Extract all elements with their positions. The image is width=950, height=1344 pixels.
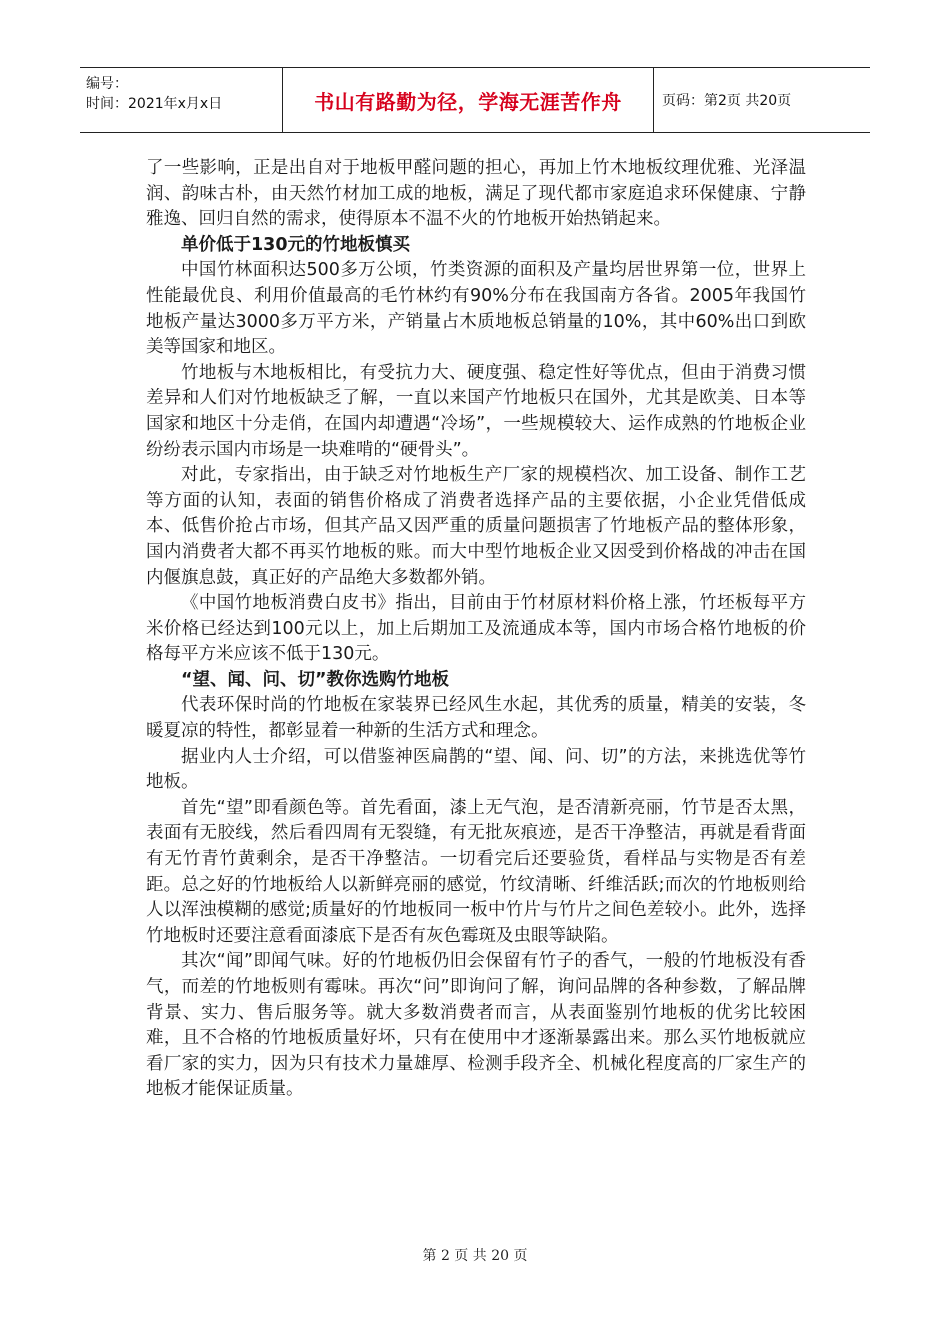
time-label: 时间：2021年x月x日: [86, 96, 223, 112]
header-meta: [80, 68, 283, 132]
document-body: [146, 156, 806, 1103]
section-heading: “望、闻、问、切”教你选购竹地板: [181, 669, 450, 690]
document-header: [80, 67, 870, 133]
number-label: 编号：: [86, 76, 128, 92]
body-paragraph: 代表环保时尚的竹地板在家装界已经风生水起，其优秀的质量，精美的安装，冬暖夏凉的特性，都彰显着一种新的生活方式和理念。: [146, 695, 806, 742]
header-page-label: 页码：第2页 共20页: [662, 93, 792, 109]
header-motto: 书山有路勤为径，学海无涯苦作舟: [283, 68, 654, 132]
body-paragraph: 《中国竹地板消费白皮书》指出，目前由于竹材原材料价格上涨，竹坯板每平方米价格已经达到100元以上，加上后期加工及流通成本等，国内市场合格竹地板的价格每平方米应该不低于130元。: [146, 593, 806, 665]
body-paragraph: 了一些影响，正是出自对于地板甲醛问题的担心，再加上竹木地板纹理优雅、光泽温润、韵味古朴，由天然竹材加工成的地板，满足了现代都市家庭追求环保健康、宁静雅逸、回归自然的需求，使得原本不温不火的竹地板开始热销起来。: [146, 158, 806, 230]
body-paragraph: 据业内人士介绍，可以借鉴神医扁鹊的“望、闻、问、切”的方法，来挑选优等竹地板。: [146, 746, 806, 793]
body-paragraph: 竹地板与木地板相比，有受抗力大、硬度强、稳定性好等优点，但由于消费习惯差异和人们对竹地板缺乏了解，一直以来国产竹地板只在国外，尤其是欧美、日本等国家和地区十分走俏，在国内却遭遇“冷场”，一些规模较大、运作成熟的竹地板企业纷纷表示国内市场是一块难啃的“硬骨头”。: [146, 362, 806, 460]
body-paragraph: 中国竹林面积达500多万公顷，竹类资源的面积及产量均居世界第一位，世界上性能最优良、利用价值最高的毛竹林约有90%分布在我国南方各省。2005年我国竹地板产量达3000多万平方米，产销量占木质地板总销量的10%，其中60%出口到欧美等国家和地区。: [146, 260, 806, 358]
body-paragraph: 首先“望”即看颜色等。首先看面，漆上无气泡，是否清新亮丽，竹节是否太黑，表面有无胶线，然后看四周有无裂缝，有无批灰痕迹，是否干净整洁，再就是看背面有无竹青竹黄剩余，是否干净整洁。一切看完后还要验货，看样品与实物是否有差距。总之好的竹地板给人以新鲜亮丽的感觉，竹纹清晰、纤维活跃;而次的竹地板则给人以浑浊模糊的感觉;质量好的竹地板同一板中竹片与竹片之间色差较小。此外，选择竹地板时还要注意看面漆底下是否有灰色霉斑及虫眼等缺陷。: [146, 797, 806, 946]
section-heading: 单价低于130元的竹地板慎买: [181, 234, 411, 255]
body-paragraph: 对此，专家指出，由于缺乏对竹地板生产厂家的规模档次、加工设备、制作工艺等方面的认知，表面的销售价格成了消费者选择产品的主要依据，小企业凭借低成本、低售价抢占市场，但其产品又因严重的质量问题损害了竹地板产品的整体形象，国内消费者大都不再买竹地板的账。而大中型竹地板企业又因受到价格战的冲击在国内偃旗息鼓，真正好的产品绝大多数都外销。: [146, 465, 806, 588]
body-paragraph: 其次“闻”即闻气味。好的竹地板仍旧会保留有竹子的香气，一般的竹地板没有香气，而差的竹地板则有霉味。再次“问”即询问了解，询问品牌的各种参数，了解品牌背景、实力、售后服务等。就大多数消费者而言，从表面鉴别竹地板的优劣比较困难，且不合格的竹地板质量好坏，只有在使用中才逐渐暴露出来。那么买竹地板就应看厂家的实力，因为只有技术力量雄厚、检测手段齐全、机械化程度高的厂家生产的地板才能保证质量。: [146, 951, 806, 1100]
page-footer: 第 2 页 共 20 页: [422, 1248, 528, 1264]
